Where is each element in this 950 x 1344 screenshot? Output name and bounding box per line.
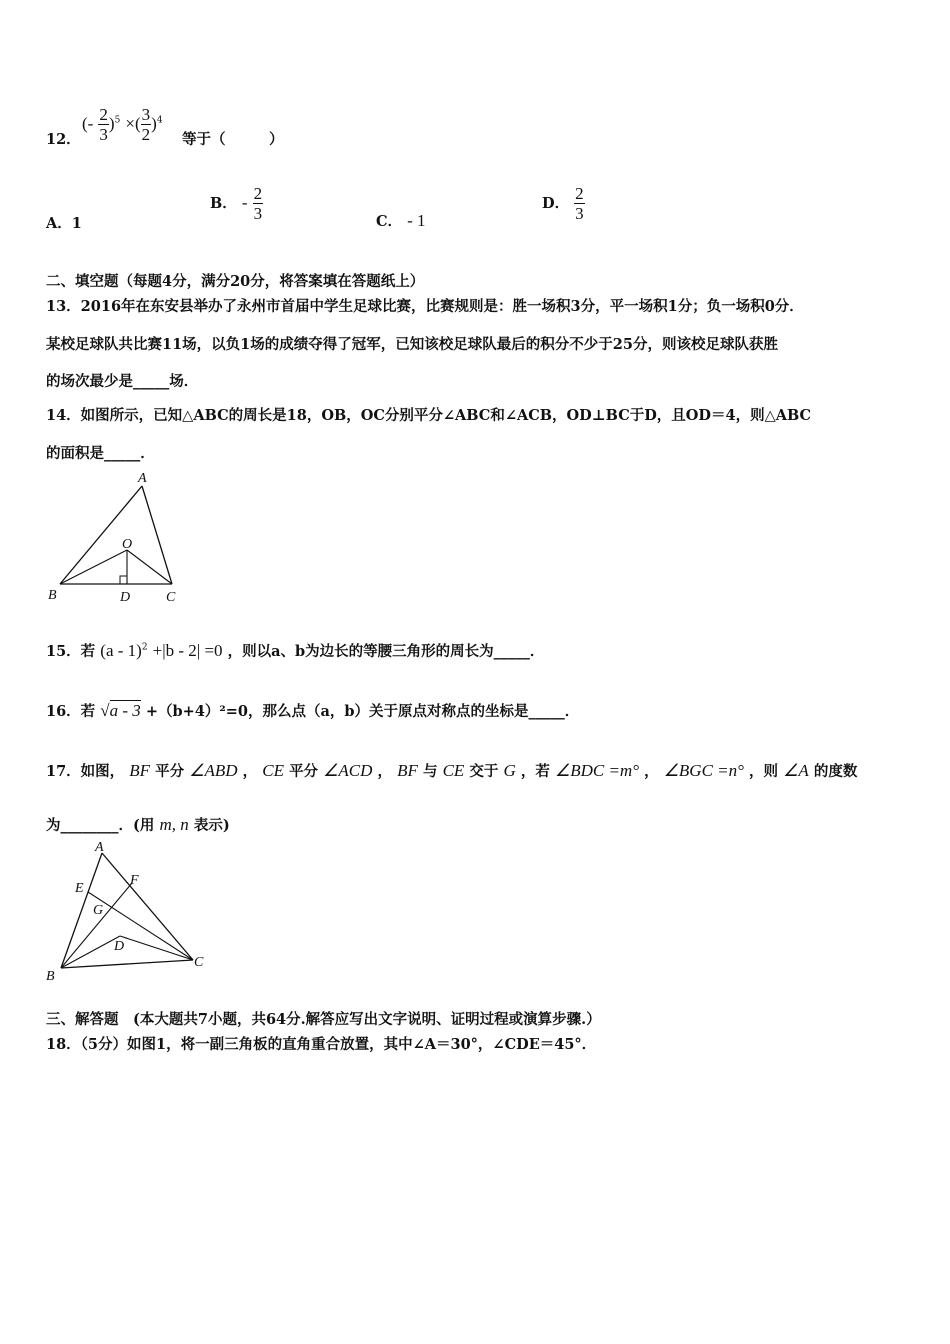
q14-label-d: D — [120, 590, 131, 605]
q14-segment-ob — [60, 550, 127, 584]
q18-line-1: 18．（5分）如图1，将一副三角板的直角重合放置，其中∠A＝30°，∠CDE＝45°． — [46, 1036, 597, 1053]
q12-times: ×( — [125, 114, 141, 133]
q12-fraction-1: $\frac{2}{3}$ — [99, 105, 108, 144]
section-2-title: 二、填空题（每题4分，满分20分，将答案填在答题纸上） — [46, 273, 425, 290]
q13-line-1: 13．2016年在东安县举办了永州市首届中学生足球比赛，比赛规则是：胜一场积3分，平一场积1分；负一场积0分． — [46, 298, 804, 315]
q17-label-e: E — [75, 881, 84, 896]
q17-label-a: A — [95, 840, 104, 855]
q14-segment-oc — [127, 550, 172, 584]
q17-triangle-figure — [40, 840, 220, 985]
q17-label-d: D — [114, 939, 125, 954]
q12-option-c: C． - 1 — [376, 211, 426, 230]
q13-line-3: 的场次最少是_____场． — [46, 373, 199, 390]
q17-line-1: 17．如图， BF 平分 ∠ABD ， CE 平分 ∠ACD ， BF 与 CE 交于 G ，若 ∠BDC =m° ， ∠BGC =n° ，则 ∠A 的度数 — [46, 761, 858, 780]
q12-exponent-1: 5 — [114, 115, 121, 126]
q17-segment-bd — [61, 936, 120, 968]
q17-label-b: B — [46, 969, 55, 984]
section-3-title: 三、解答题 (本大题共7小题，共64分.解答应写出文字说明、证明过程或演算步骤.） — [46, 1011, 601, 1028]
q14-label-c: C — [166, 590, 176, 605]
q14-label-b: B — [48, 588, 57, 603]
q15-exponent: 2 — [141, 642, 148, 653]
q14-line-2: 的面积是_____． — [46, 445, 155, 462]
q12-option-b: B． - $\frac{2}{3}$ — [210, 184, 263, 223]
q15-expr-2: +|b - 2| =0 — [152, 641, 223, 660]
q14-triangle-figure — [40, 468, 200, 608]
q14-line-1: 14．如图所示，已知△ABC的周长是18，OB，OC分别平分∠ABC和∠ACB，OD⊥BC于D，且OD＝4，则△ABC — [46, 407, 812, 424]
q14-right-angle-mark — [120, 576, 127, 584]
q12-open-paren: (- — [82, 114, 94, 133]
q17-segment-ce — [88, 892, 193, 960]
q13-line-2: 某校足球队共比赛11场，以负1场的成绩夺得了冠军，已知该校足球队最后的积分不少于25分，则该校足球队获胜 — [46, 336, 778, 353]
q15-line: 15．若 (a - 1)$^2$ +|b - 2| =0 ，则以a、b为边长的等腰三角形的周长为_____． — [46, 641, 545, 660]
q12-exponent-2: 4 — [156, 115, 163, 126]
q14-side-ab — [60, 486, 142, 584]
q17-segment-bf — [61, 883, 132, 968]
q17-label-f: F — [130, 873, 139, 888]
q12-number: 12． — [46, 131, 81, 148]
q12-option-b-sign: - — [241, 193, 248, 212]
q17-line-2: 为________．(用 m, n 表示) — [46, 815, 230, 834]
q17-label-g: G — [93, 903, 104, 918]
q14-side-ac — [142, 486, 172, 584]
q17-label-c: C — [194, 955, 204, 970]
q15-expr-1: (a - 1) — [100, 641, 142, 660]
q14-label-a: A — [138, 471, 147, 486]
q12-option-a: A．1 — [46, 215, 82, 232]
q16-radical: √a - 3 — [100, 701, 141, 720]
q12-option-d: D． $\frac{2}{3}$ — [542, 184, 584, 223]
q12-tail: 等于（ ） — [182, 131, 284, 148]
q14-label-o: O — [122, 537, 133, 552]
q12-option-b-fraction: $\frac{2}{3}$ — [253, 184, 263, 223]
q12-expression: (- $\frac{2}{3}$ )$^5$ ×( $\frac{3}{2}$ )$^4$ — [82, 105, 163, 144]
q12-option-d-fraction: $\frac{2}{3}$ — [575, 184, 584, 223]
q12-fraction-2: $\frac{3}{2}$ — [141, 105, 151, 144]
q17-side-bc — [61, 960, 193, 968]
q16-line: 16．若 √a - 3 +（b+4）²=0，那么点（a，b）关于原点对称点的坐标是_____． — [46, 701, 580, 720]
